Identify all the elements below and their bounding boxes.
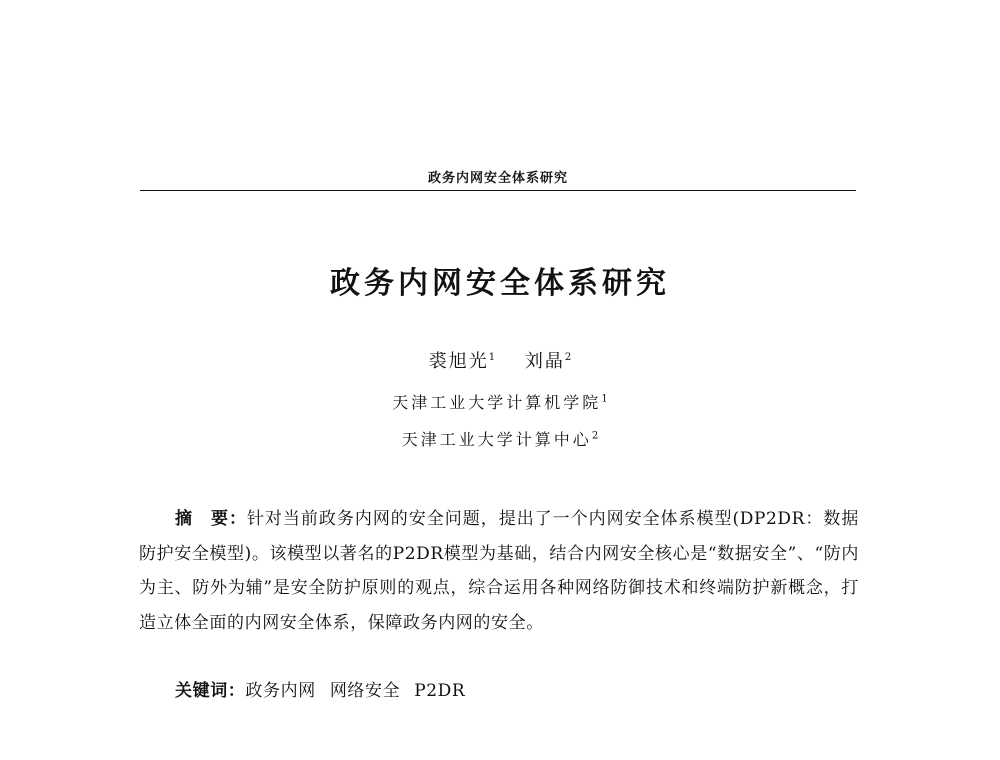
author-1-sup: 1 bbox=[488, 352, 496, 363]
author-list bbox=[0, 347, 1000, 373]
abstract-text: 针对当前政务内网的安全问题，提出了一个内网安全体系模型(DP2DR：数据防护安全模型)。该模型以著名的P2DR模型为基础，结合内网安全核心是“数据安全”、“防内为主、防外为辅”是安全防护原则的观点，综合运用各种网络防御技术和终端防护新概念，打造立体全面的内网安全体系，保障政务内网的安全。 bbox=[139, 509, 859, 633]
author-2-name: 刘晶 bbox=[524, 351, 565, 372]
keywords bbox=[175, 676, 465, 701]
abstract-label: 摘 要： bbox=[175, 509, 247, 529]
affiliation-2-sup: 2 bbox=[591, 430, 599, 442]
affiliation-1 bbox=[0, 390, 1000, 413]
paper-title: 政务内网安全体系研究 bbox=[330, 266, 670, 301]
affiliation-1-name: 天津工业大学计算机学院 bbox=[392, 393, 602, 412]
header-rule bbox=[140, 190, 856, 191]
abstract bbox=[139, 502, 859, 640]
affiliation-2 bbox=[0, 427, 1000, 450]
author-1-name: 裘旭光 bbox=[428, 351, 489, 372]
author-2 bbox=[525, 351, 571, 372]
affiliation-1-sup: 1 bbox=[601, 393, 608, 405]
running-header: 政务内网安全体系研究 bbox=[427, 171, 568, 186]
author-1 bbox=[429, 351, 495, 372]
keywords-label: 关键词： bbox=[175, 681, 246, 701]
keyword-1: 政务内网 bbox=[245, 681, 316, 701]
keyword-3: P2DR bbox=[414, 681, 466, 701]
affiliation-2-name: 天津工业大学计算中心 bbox=[401, 430, 592, 449]
author-2-sup: 2 bbox=[564, 352, 572, 363]
keyword-2: 网络安全 bbox=[329, 681, 401, 701]
